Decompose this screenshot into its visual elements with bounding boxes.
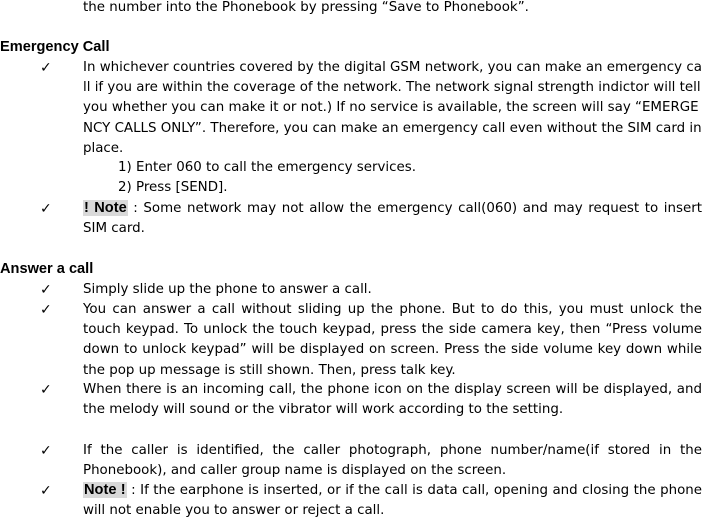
emergency-note [83, 198, 702, 239]
answer-item-unlock: You can answer a call without sliding up the phone. But to do this, you must unlock the touch keypad. To unlock the touch keypad, press the side camera key, then “Press volume down to unlock keypad” will be displayed on screen. Press the side volume key down while the pop up message is still shown. Then, press talk key. [83, 302, 702, 378]
emergency-item-coverage: In whichever countries covered by the digital GSM network, you can make an emergency call if you are within the coverage of the network. The network signal strength indictor will tell you whether you can make it or not.) If no service is available, the screen will say “EMERGENCY CALLS ONLY”. Therefore, you can make an emergency call even without the SIM card in place. [83, 60, 702, 156]
heading-answer-a-call: Answer a call [0, 261, 94, 277]
note-label: ! Note [84, 200, 127, 216]
checkmark-icon: ✓ [40, 282, 52, 298]
checkmark-icon: ✓ [40, 60, 52, 76]
answer-item-caller-id: If the caller is identified, the caller photograph, phone number/name(if stored in the Phonebook), and caller group name is displayed on the screen. [83, 443, 702, 479]
intro-line: the number into the Phonebook by pressing “Save to Phonebook”. [83, 0, 529, 15]
answer-item-incoming: When there is an incoming call, the phone icon on the display screen will be displayed, and the melody will sound or the vibrator will work according to the setting. [83, 382, 702, 418]
note-text: : If the earphone is inserted, or if the call is data call, opening and closing the phone will not enable you to answer or reject a call. [83, 483, 702, 519]
answer-note [83, 480, 702, 521]
checkmark-icon: ✓ [40, 382, 52, 398]
heading-emergency-call: Emergency Call [0, 39, 110, 55]
checkmark-icon: ✓ [40, 201, 52, 217]
answer-item-slide: Simply slide up the phone to answer a call. [83, 282, 372, 297]
note-text: : Some network may not allow the emergency call(060) and may request to insert SIM card. [83, 201, 702, 237]
emergency-step-1: 1) Enter 060 to call the emergency services. [118, 160, 416, 175]
emergency-step-2: 2) Press [SEND]. [118, 180, 228, 195]
checkmark-icon: ✓ [40, 302, 52, 318]
checkmark-icon: ✓ [40, 483, 52, 499]
checkmark-icon: ✓ [40, 443, 52, 459]
note-label: Note ! [84, 482, 126, 498]
